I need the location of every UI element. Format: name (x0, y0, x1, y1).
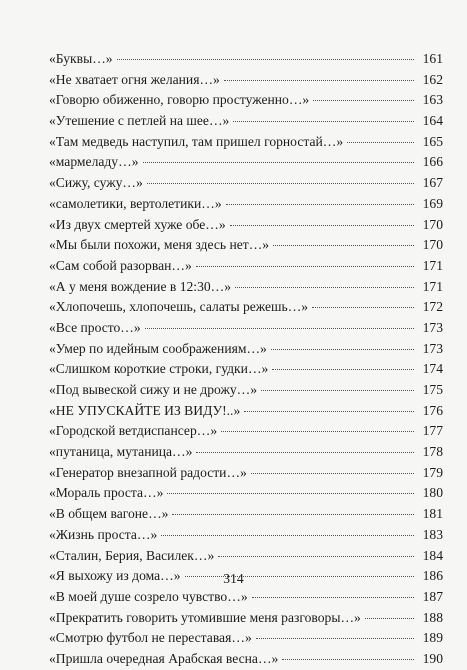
dot-leader (145, 328, 414, 329)
dot-leader (273, 245, 414, 246)
dot-leader (147, 183, 414, 184)
toc-entry-page: 172 (422, 299, 443, 315)
dot-leader (312, 307, 414, 308)
toc-entry-title: «мармеладу…» (49, 154, 139, 170)
toc-entry-page: 161 (422, 51, 443, 66)
toc-entry-page: 171 (422, 257, 443, 273)
toc-entry (49, 297, 443, 318)
toc-entry (49, 152, 443, 173)
dot-leader (235, 287, 414, 288)
toc-entry-title: «Пришла очередная Арабская весна…» (49, 650, 279, 666)
toc-entry-title: «самолетики, вертолетики…» (49, 195, 222, 211)
toc-entry-title: «Не хватает огня желания…» (49, 71, 220, 87)
toc-entry-page: 190 (422, 650, 443, 666)
toc-entry-title: «Там медведь наступил, там пришел горностай…» (49, 133, 344, 149)
dot-leader (143, 162, 415, 163)
toc-entry-page: 173 (422, 319, 443, 335)
dot-leader (196, 266, 414, 267)
dot-leader (251, 473, 414, 474)
toc-entry-title: «Генератор внезапной радости…» (49, 464, 247, 480)
toc-entry-title: «Сижу, сужу…» (49, 175, 143, 191)
toc-entry-title: «Под вывеской сижу и не дрожу…» (49, 382, 258, 397)
toc-entry (49, 628, 443, 649)
dot-leader (272, 369, 414, 370)
toc-entry (49, 215, 443, 236)
toc-entry-page: 174 (422, 361, 443, 377)
toc-entry-title: «В моей душе созрело чувство…» (49, 588, 248, 604)
dot-leader (196, 452, 414, 453)
toc-entry-page: 180 (422, 485, 443, 501)
dot-leader (167, 493, 414, 494)
toc-entry (49, 483, 443, 504)
toc-entry (49, 277, 443, 298)
dot-leader (365, 618, 414, 619)
dot-leader (313, 100, 414, 101)
toc-entry (49, 359, 443, 380)
toc-entry-page: 167 (422, 175, 443, 191)
toc-entry-page: 166 (422, 154, 443, 170)
toc-entry-title: «Утешение с петлей на шее…» (49, 113, 230, 129)
toc-entry-title: «Из двух смертей хуже обе…» (49, 216, 226, 232)
toc-entry-title: «Буквы…» (49, 51, 113, 66)
toc-entry-title: «Жизнь проста…» (49, 526, 158, 542)
toc-entry-page: 173 (422, 340, 443, 356)
dot-leader (230, 225, 414, 226)
toc-entry (49, 587, 443, 608)
dot-leader (244, 411, 414, 412)
toc-entry-title: «Я выхожу из дома…» (49, 568, 181, 584)
toc-entry (49, 463, 443, 484)
toc-entry-page: 187 (422, 588, 443, 604)
dot-leader (271, 349, 414, 350)
toc-entry-page: 181 (422, 506, 443, 522)
toc-entry (49, 608, 443, 629)
toc-entry-page: 179 (422, 464, 443, 480)
dot-leader (161, 535, 414, 536)
toc-entry-title: «А у меня вождение в 12:30…» (49, 278, 232, 294)
toc-entry-title: «Умер по идейным соображениям…» (49, 340, 267, 356)
dot-leader (221, 431, 414, 432)
toc-entry-title: «Мораль проста…» (49, 485, 164, 501)
toc-entry-page: 184 (422, 547, 443, 563)
toc-entry (49, 380, 443, 401)
dot-leader (282, 659, 414, 660)
toc-entry (49, 70, 443, 91)
toc-entry-page: 177 (422, 423, 443, 439)
toc-entry-page: 176 (422, 402, 443, 418)
toc-entry-title: «Городской ветдиспансер…» (49, 423, 218, 439)
toc-entry-page: 171 (422, 278, 443, 294)
dot-leader (172, 514, 414, 515)
dot-leader (261, 390, 414, 391)
toc-entry (49, 173, 443, 194)
toc-entry-title: «Слишком короткие строки, гудки…» (49, 361, 269, 377)
dot-leader (252, 597, 414, 598)
toc-entry (49, 649, 443, 670)
toc-entry-page: 170 (422, 216, 443, 232)
toc-entry-title: «Хлопочешь, хлопочешь, салаты режешь…» (49, 299, 309, 315)
toc-entry (49, 318, 443, 339)
toc-entry-title: «Прекратить говорить утомившие меня разговоры…» (49, 609, 361, 625)
toc-entry-title: «Все просто…» (49, 319, 141, 335)
toc-entry-page: 175 (422, 382, 443, 397)
toc-entry-page: 165 (422, 133, 443, 149)
toc-entry (49, 132, 443, 153)
toc-entry-page: 183 (422, 526, 443, 542)
toc-entry (49, 90, 443, 111)
toc-entry-page: 162 (422, 71, 443, 87)
toc-entry-page: 164 (422, 113, 443, 129)
toc-entry-page: 170 (422, 237, 443, 253)
dot-leader (218, 556, 414, 557)
toc-entry-title: «Мы были похожи, меня здесь нет…» (49, 237, 270, 253)
toc-entry (49, 546, 443, 567)
toc-entry (49, 401, 443, 422)
toc-entry-page: 189 (422, 630, 443, 646)
toc-entry-title: «Сам собой разорван…» (49, 257, 192, 273)
dot-leader (117, 59, 414, 60)
page-number: 314 (223, 571, 244, 586)
dot-leader (233, 121, 414, 122)
toc-entry (49, 194, 443, 215)
toc-entry-title: «НЕ УПУСКАЙТЕ ИЗ ВИДУ!..» (49, 402, 241, 418)
toc-entry-title: «Сталин, Берия, Василек…» (49, 547, 215, 563)
toc-entry (49, 256, 443, 277)
toc-entry (49, 111, 443, 132)
toc-entry-page: 163 (422, 92, 443, 108)
toc-entry-page: 188 (422, 609, 443, 625)
toc-entry (49, 49, 443, 70)
toc-entry (49, 339, 443, 360)
toc-entry (49, 504, 443, 525)
toc-entry-title: «В общем вагоне…» (49, 506, 169, 522)
toc-entry-title: «путаница, мутаница…» (49, 444, 193, 460)
toc-entry (49, 421, 443, 442)
toc-entry-title: «Смотрю футбол не переставая…» (49, 630, 252, 646)
dot-leader (224, 80, 414, 81)
toc-entry-page: 186 (422, 568, 443, 584)
toc-entry-page: 169 (422, 195, 443, 211)
toc-entry (49, 235, 443, 256)
toc-entry-title: «Говорю обиженно, говорю простуженно…» (49, 92, 310, 108)
dot-leader (226, 204, 414, 205)
dot-leader (347, 142, 414, 143)
toc-entry-page: 178 (422, 444, 443, 460)
toc-entry (49, 442, 443, 463)
dot-leader (256, 638, 414, 639)
toc-entry (49, 525, 443, 546)
